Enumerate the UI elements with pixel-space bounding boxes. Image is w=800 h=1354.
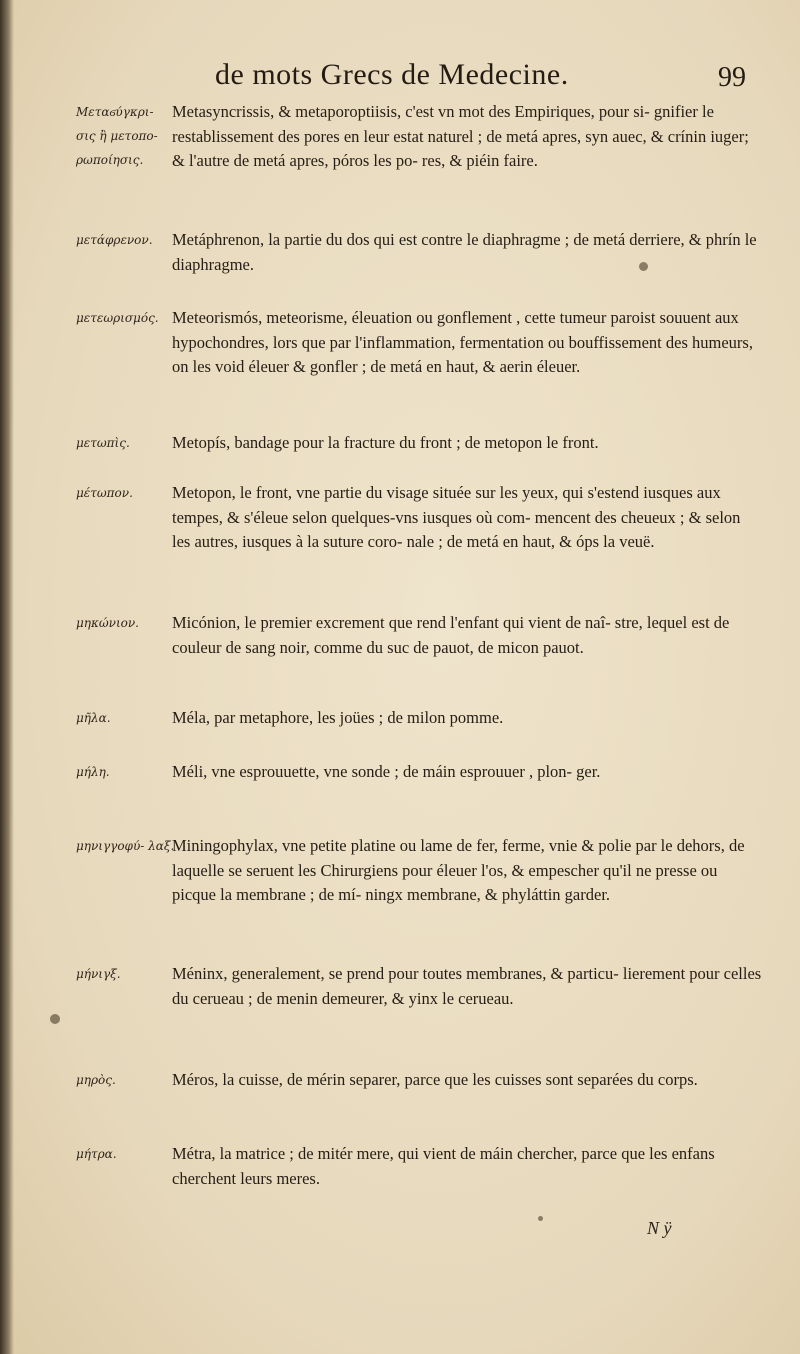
definition-text: Meteorismós, meteorisme, éleuation ou gonflement , cette tumeur paroist souuent aux hypochondres, lors que par l'inflammation, fermentation ou bouffissement des humeurs, on les void éleuer & gonfler ; de metá en haut, & aerin éleuer.	[172, 308, 753, 376]
definition-text: Micónion, le premier excrement que rend l'enfant qui vient de naî- stre, lequel est de couleur de sang noir, comme du suc de pauot, de micon pauot.	[172, 613, 730, 657]
entry-definition	[172, 306, 762, 380]
definition-text: Méros, la cuisse, de mérin separer, parce que les cuisses sont separées du corps.	[172, 1070, 698, 1089]
greek-headword: μηρὸς.	[76, 1073, 116, 1087]
entry-definition	[172, 481, 762, 555]
definition-text: Méli, vne esprouuette, vne sonde ; de máin esprouuer , plon- ger.	[172, 762, 601, 781]
greek-headword: μετάφρενον.	[76, 233, 153, 247]
ink-spot	[50, 1014, 60, 1024]
entry-definition	[172, 760, 762, 785]
ink-spot	[639, 262, 648, 271]
definition-text: Metáphrenon, la partie du dos qui est contre le diaphragme ; de metá derriere, & phrín le diaphragme.	[172, 230, 757, 274]
definition-text: Méninx, generalement, se prend pour toutes membranes, & particu- lierement pour celles du cerueau ; de menin demeurer, & yinx le cerueau.	[172, 964, 762, 1008]
greek-headword: μηκώνιον.	[76, 616, 139, 630]
greek-headword: μήνιγξ.	[76, 967, 121, 981]
entry-definition	[172, 431, 762, 456]
entry-definition	[172, 962, 762, 1011]
ink-spot	[538, 1216, 543, 1221]
definition-text: Metopon, le front, vne partie du visage située sur les yeux, qui s'estend iusques aux tempes, & s'éleue selon quelques-vns iusques où com- mencent des cheueux ; & selon les autres, iusques à la suture coro- nale ; de metá en haut, & óps la veuë.	[172, 483, 741, 551]
definition-text: Miningophylax, vne petite platine ou lame de fer, ferme, vnie & polie par le dehors, de laquelle se seruent les Chirurgiens pour éleuer l'os, & empescher qu'il ne presse ou picque la membrane ; de mí- ningx membrane, & phyláttin garder.	[172, 836, 745, 904]
entry-definition	[172, 1068, 762, 1093]
running-title: de mots Grecs de Medecine.	[215, 58, 569, 91]
greek-headword: μήτρα.	[76, 1147, 117, 1161]
entry-definition	[172, 706, 762, 731]
signature-mark: N ÿ	[647, 1218, 672, 1238]
definition-text: Métra, la matrice ; de mitér mere, qui vient de máin chercher, parce que les enfans cherchent leurs meres.	[172, 1144, 715, 1188]
entry-definition	[172, 228, 762, 277]
greek-headword: μετωπὶς.	[76, 436, 130, 450]
page-number: 99	[718, 62, 746, 93]
greek-headword: μετεωρισμός.	[76, 311, 159, 325]
greek-headword: μηνιγγοφύ- λαξ.	[76, 839, 175, 853]
definition-text: Méla, par metaphore, les joües ; de milon pomme.	[172, 708, 504, 727]
entry-definition	[172, 834, 762, 908]
entry-definition	[172, 611, 762, 660]
greek-headword: μήλη.	[76, 765, 110, 779]
definition-text: Metasyncrissis, & metaporoptiisis, c'est vn mot des Empiriques, pour si- gnifier le restablissement des pores en leur estat naturel ; de metá apres, syn auec, & crínin iuger; & l'autre de metá apres, póros les po- res, & piéin faire.	[172, 102, 749, 170]
greek-headword: Μεταϭύγκρι- σις ἢ μετοπο- ρωποίησις.	[76, 105, 158, 167]
definition-text: Metopís, bandage pour la fracture du front ; de metopon le front.	[172, 433, 599, 452]
entry-definition	[172, 100, 762, 174]
entry-definition	[172, 1142, 762, 1191]
greek-headword: μέτωπον.	[76, 486, 133, 500]
greek-headword: μῆλα.	[76, 711, 111, 725]
